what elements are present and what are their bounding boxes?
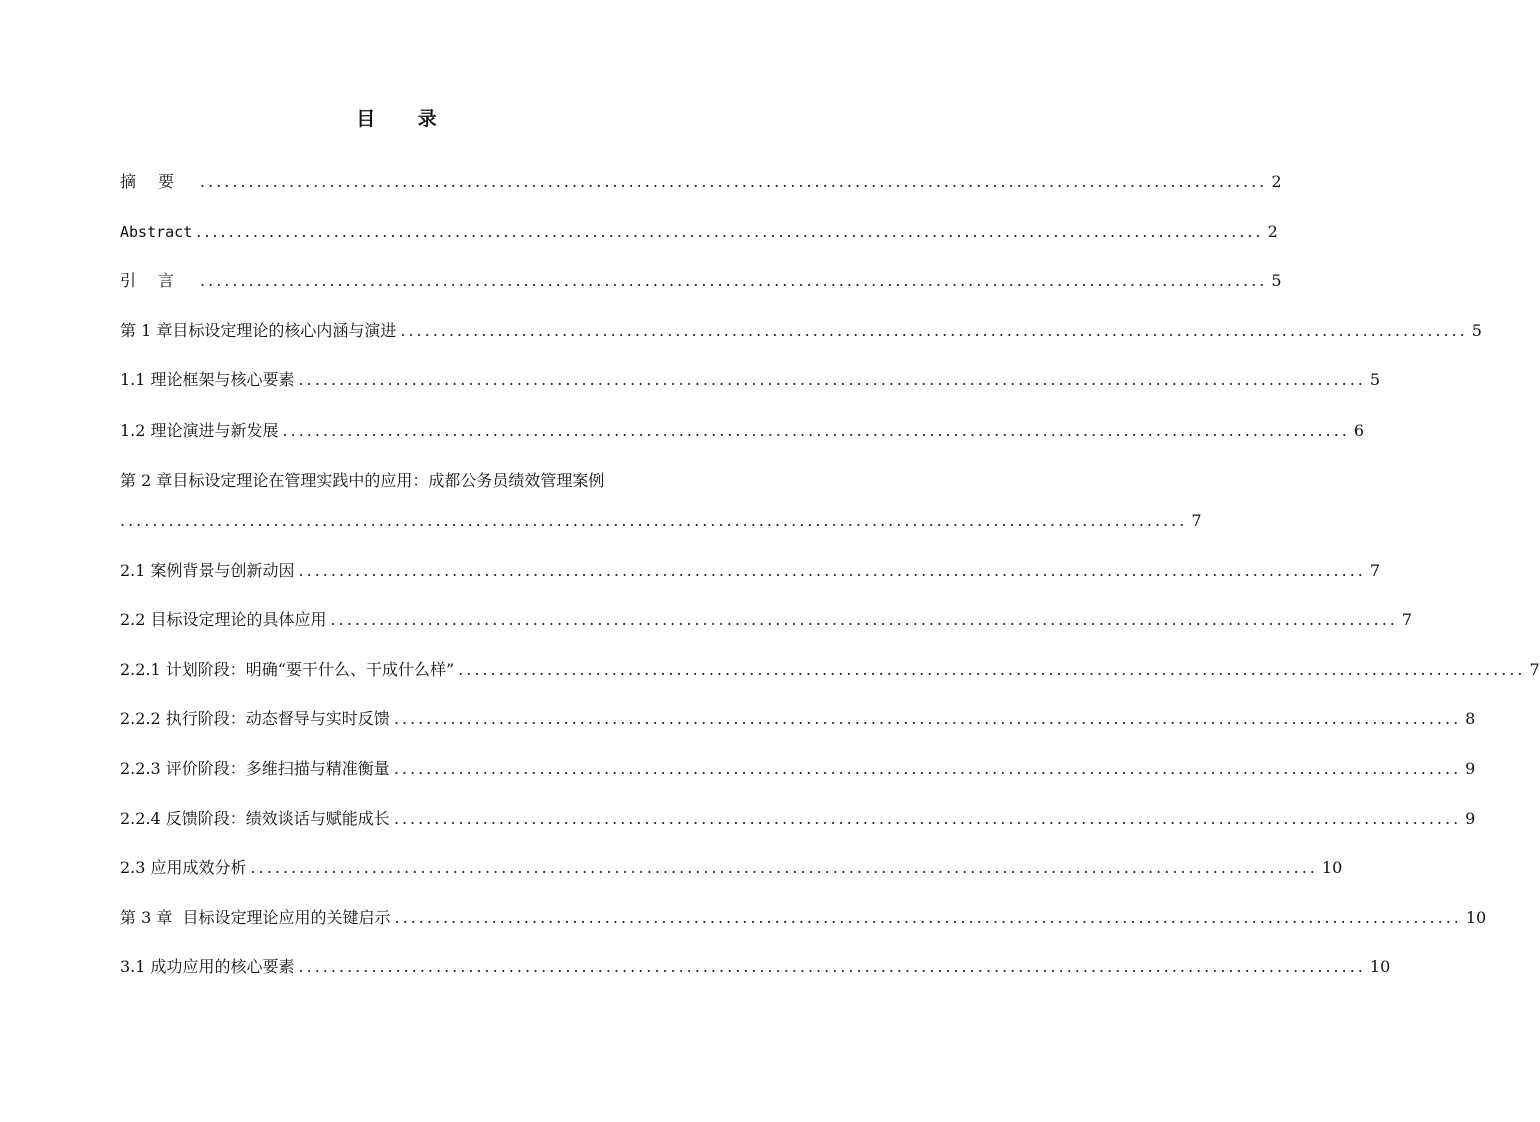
toc-entry-text: 2.1 案例背景与创新动因: [120, 561, 295, 580]
toc-page-number: 2: [1267, 222, 1278, 241]
toc-page-number: 7: [1191, 511, 1202, 530]
toc-page-number: 8: [1465, 709, 1476, 728]
toc-page-number: 7: [1369, 561, 1381, 580]
toc-entry-abstract-cn[interactable]: [120, 169, 1282, 195]
toc-entry-abstract-en[interactable]: [120, 219, 1278, 245]
toc-page-number: 5: [1271, 271, 1282, 290]
toc-leader-dots: ....................................................................................................................................: [298, 957, 1366, 976]
toc-leader-dots: ....................................................................................................................................: [393, 759, 1462, 778]
toc-leader-dots: ....................................................................................................................................: [330, 610, 1398, 629]
toc-page-number: 10: [1465, 908, 1487, 927]
toc-entry-text: 2.3 应用成效分析: [120, 858, 247, 877]
toc-entry-text: 第 3 章 目标设定理论应用的关键启示: [120, 908, 391, 927]
toc-leader-dots: ....................................................................................................................................: [250, 858, 1318, 877]
toc-entry-2-2[interactable]: [120, 607, 1413, 633]
toc-page-number: 9: [1465, 809, 1476, 828]
toc-entry-1-1[interactable]: [120, 367, 1381, 393]
toc-entry-2-3[interactable]: [120, 855, 1343, 881]
toc-entry-2-2-2[interactable]: [120, 706, 1476, 732]
toc-page-number: 7: [1401, 610, 1413, 629]
toc-entry-introduction[interactable]: [120, 268, 1282, 294]
toc-entry-text: 2.2.4 反馈阶段：绩效谈话与赋能成长: [120, 809, 390, 828]
toc-entry-3-1[interactable]: [120, 954, 1391, 980]
toc-entry-text: 1.2 理论演进与新发展: [120, 421, 279, 440]
toc-leader-dots: ....................................................................................................................................: [393, 809, 1462, 828]
toc-leader-dots: ....................................................................................................................................: [200, 172, 1268, 191]
toc-page-number: 5: [1471, 321, 1482, 340]
toc-entry-1-2[interactable]: [120, 418, 1365, 444]
toc-entry-2-2-3[interactable]: [120, 756, 1476, 782]
toc-leader-dots: ....................................................................................................................................: [400, 321, 1468, 340]
toc-entry-text: 3.1 成功应用的核心要素: [120, 957, 295, 976]
toc-leader-dots: ....................................................................................................................................: [393, 709, 1462, 728]
page-title: 目 录: [356, 108, 455, 130]
toc-entry-text: 1.1 理论框架与核心要素: [120, 370, 295, 389]
toc-entry-text: 第 2 章目标设定理论在管理实践中的应用：成都公务员绩效管理案例: [120, 471, 605, 490]
toc-leader-dots: ....................................................................................................................................: [120, 511, 1188, 530]
toc-entry-text: 引言: [120, 271, 197, 290]
toc-entry-chapter-1[interactable]: [120, 318, 1482, 344]
toc-leader-dots: ....................................................................................................................................: [298, 561, 1366, 580]
toc-entry-text: 摘要: [120, 172, 197, 191]
toc-entry-chapter-2[interactable]: [120, 468, 680, 494]
toc-page-number: 9: [1465, 759, 1476, 778]
toc-leader-dots: ....................................................................................................................................: [394, 908, 1462, 927]
toc-page-number: 2: [1271, 172, 1282, 191]
toc-entry-2-2-4[interactable]: [120, 806, 1476, 832]
toc-entry-chapter-2-leader[interactable]: [120, 508, 1202, 534]
toc-entry-text: 第 1 章目标设定理论的核心内涵与演进: [120, 321, 397, 340]
toc-entry-text: 2.2 目标设定理论的具体应用: [120, 610, 327, 629]
toc-entry-text: 2.2.2 执行阶段：动态督导与实时反馈: [120, 709, 390, 728]
toc-leader-dots: ....................................................................................................................................: [282, 421, 1350, 440]
toc-leader-dots: ....................................................................................................................................: [200, 271, 1268, 290]
toc-page-number: 6: [1353, 421, 1365, 440]
toc-page-number: 10: [1321, 858, 1343, 877]
toc-entry-2-2-1[interactable]: [120, 657, 1540, 683]
toc-entry-2-1[interactable]: [120, 558, 1381, 584]
toc-entry-text: Abstract: [120, 223, 193, 241]
toc-leader-dots: ....................................................................................................................................: [458, 660, 1526, 679]
toc-page-number: 5: [1369, 370, 1381, 389]
toc-page-number: 10: [1369, 957, 1391, 976]
toc-entry-chapter-3[interactable]: [120, 905, 1487, 931]
toc-entry-text: 2.2.3 评价阶段：多维扫描与精准衡量: [120, 759, 390, 778]
toc-leader-dots: ....................................................................................................................................: [196, 222, 1264, 241]
toc-leader-dots: ....................................................................................................................................: [298, 370, 1366, 389]
toc-entry-text: 2.2.1 计划阶段：明确“要干什么、干成什么样”: [120, 660, 455, 679]
toc-page-number: 7: [1529, 660, 1540, 679]
